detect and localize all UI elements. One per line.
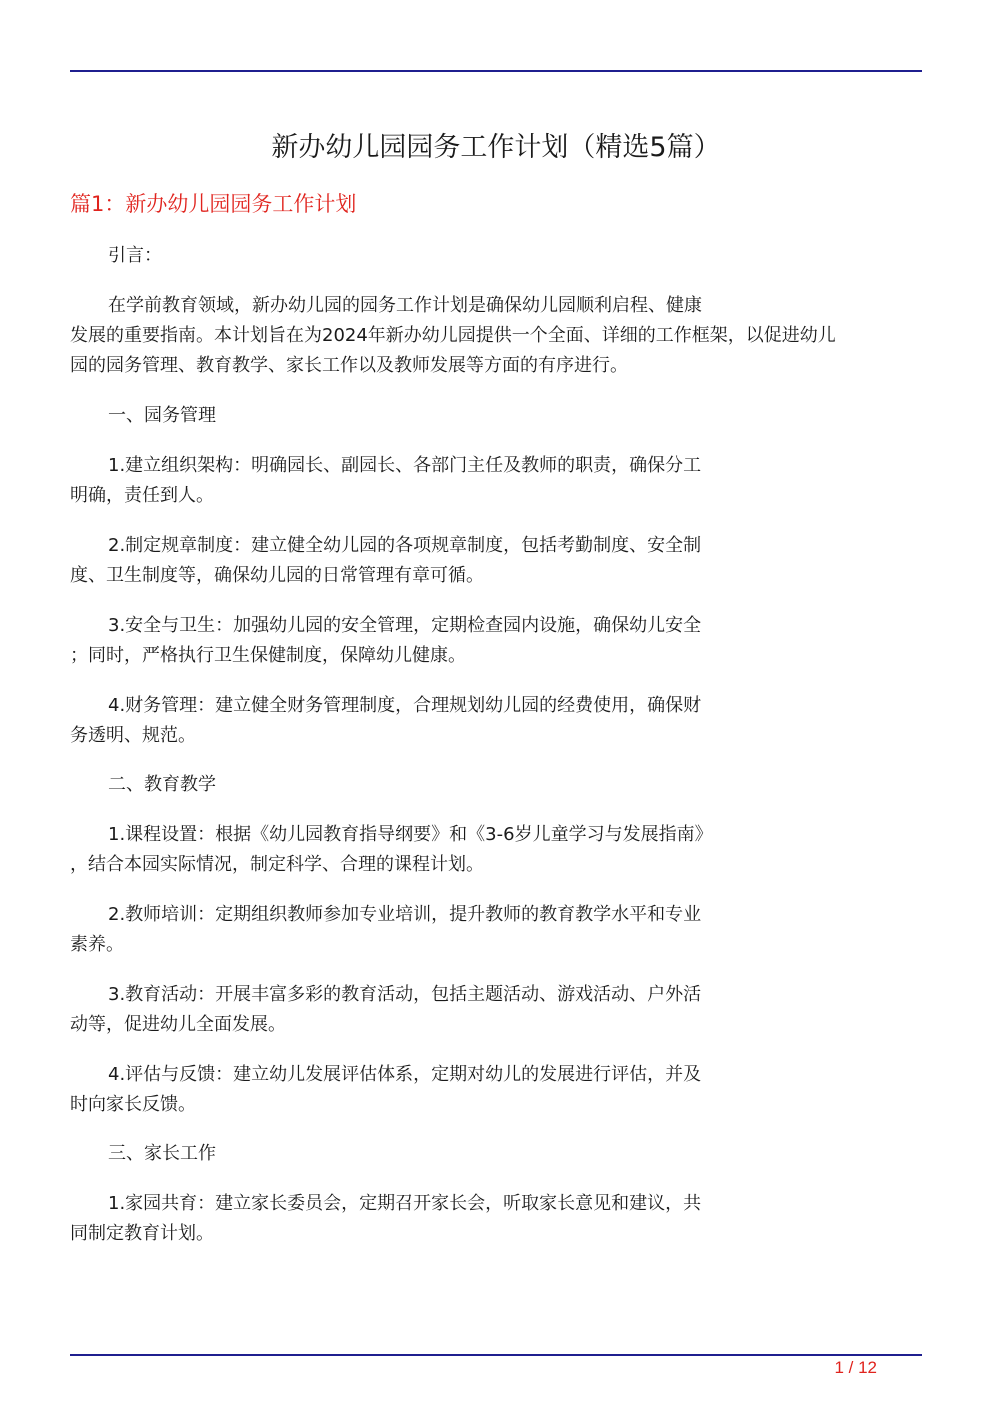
paragraph-line: 3.教育活动：开展丰富多彩的教育活动，包括主题活动、游戏活动、户外活 xyxy=(108,984,702,1005)
paragraph-line: 4.财务管理：建立健全财务管理制度，合理规划幼儿园的经费使用，确保财 xyxy=(108,695,702,716)
paragraph-line: ，结合本园实际情况，制定科学、合理的课程计划。 xyxy=(70,854,484,875)
paragraph-line: 明确，责任到人。 xyxy=(70,485,214,506)
paragraph-line: 3.安全与卫生：加强幼儿园的安全管理，定期检查园内设施，确保幼儿安全 xyxy=(108,615,702,636)
intro-line: 发展的重要指南。本计划旨在为2024年新办幼儿园提供一个全面、详细的工作框架，以促进幼儿 xyxy=(70,325,836,346)
paragraph-1-2 xyxy=(70,531,922,591)
paragraph-line: 同制定教育计划。 xyxy=(70,1223,214,1244)
paragraph-line: ；同时，严格执行卫生保健制度，保障幼儿健康。 xyxy=(70,645,466,666)
header-rule xyxy=(70,70,922,72)
part-title: 三、家长工作 xyxy=(108,1143,216,1164)
intro-label-paragraph xyxy=(70,241,922,271)
intro-label: 引言： xyxy=(108,245,162,266)
part3-heading xyxy=(70,1139,922,1169)
part1-heading xyxy=(70,401,922,431)
paragraph-3-1 xyxy=(70,1189,922,1249)
document-title: 新办幼儿园园务工作计划（精选5篇） xyxy=(271,132,721,163)
paragraph-1-1 xyxy=(70,451,922,511)
paragraph-2-2 xyxy=(70,900,922,960)
paragraph-2-1 xyxy=(70,820,922,880)
section-heading: 篇1：新办幼儿园园务工作计划 xyxy=(70,192,357,216)
intro-paragraph xyxy=(70,291,922,381)
paragraph-line: 时向家长反馈。 xyxy=(70,1094,196,1115)
paragraph-line: 度、卫生制度等，确保幼儿园的日常管理有章可循。 xyxy=(70,565,484,586)
part-title: 二、教育教学 xyxy=(108,774,216,795)
paragraph-2-3 xyxy=(70,980,922,1040)
paragraph-2-4 xyxy=(70,1060,922,1120)
part-title: 一、园务管理 xyxy=(108,405,216,426)
paragraph-1-3 xyxy=(70,611,922,671)
paragraph-line: 4.评估与反馈：建立幼儿发展评估体系，定期对幼儿的发展进行评估，并及 xyxy=(108,1064,702,1085)
paragraph-line: 1.建立组织架构：明确园长、副园长、各部门主任及教师的职责，确保分工 xyxy=(108,455,702,476)
part2-heading xyxy=(70,770,922,800)
paragraph-line: 2.教师培训：定期组织教师参加专业培训，提升教师的教育教学水平和专业 xyxy=(108,904,702,925)
paragraph-line: 1.家园共育：建立家长委员会，定期召开家长会，听取家长意见和建议，共 xyxy=(108,1193,702,1214)
paragraph-line: 2.制定规章制度：建立健全幼儿园的各项规章制度，包括考勤制度、安全制 xyxy=(108,535,702,556)
intro-line: 园的园务管理、教育教学、家长工作以及教师发展等方面的有序进行。 xyxy=(70,355,628,376)
paragraph-line: 务透明、规范。 xyxy=(70,725,196,746)
paragraph-line: 素养。 xyxy=(70,934,124,955)
paragraph-line: 1.课程设置：根据《幼儿园教育指导纲要》和《3-6岁儿童学习与发展指南》 xyxy=(108,824,713,845)
paragraph-1-4 xyxy=(70,691,922,751)
page-number: 1 / 12 xyxy=(834,1358,877,1377)
intro-line: 在学前教育领域，新办幼儿园的园务工作计划是确保幼儿园顺利启程、健康 xyxy=(108,295,702,316)
paragraph-line: 动等，促进幼儿全面发展。 xyxy=(70,1014,286,1035)
